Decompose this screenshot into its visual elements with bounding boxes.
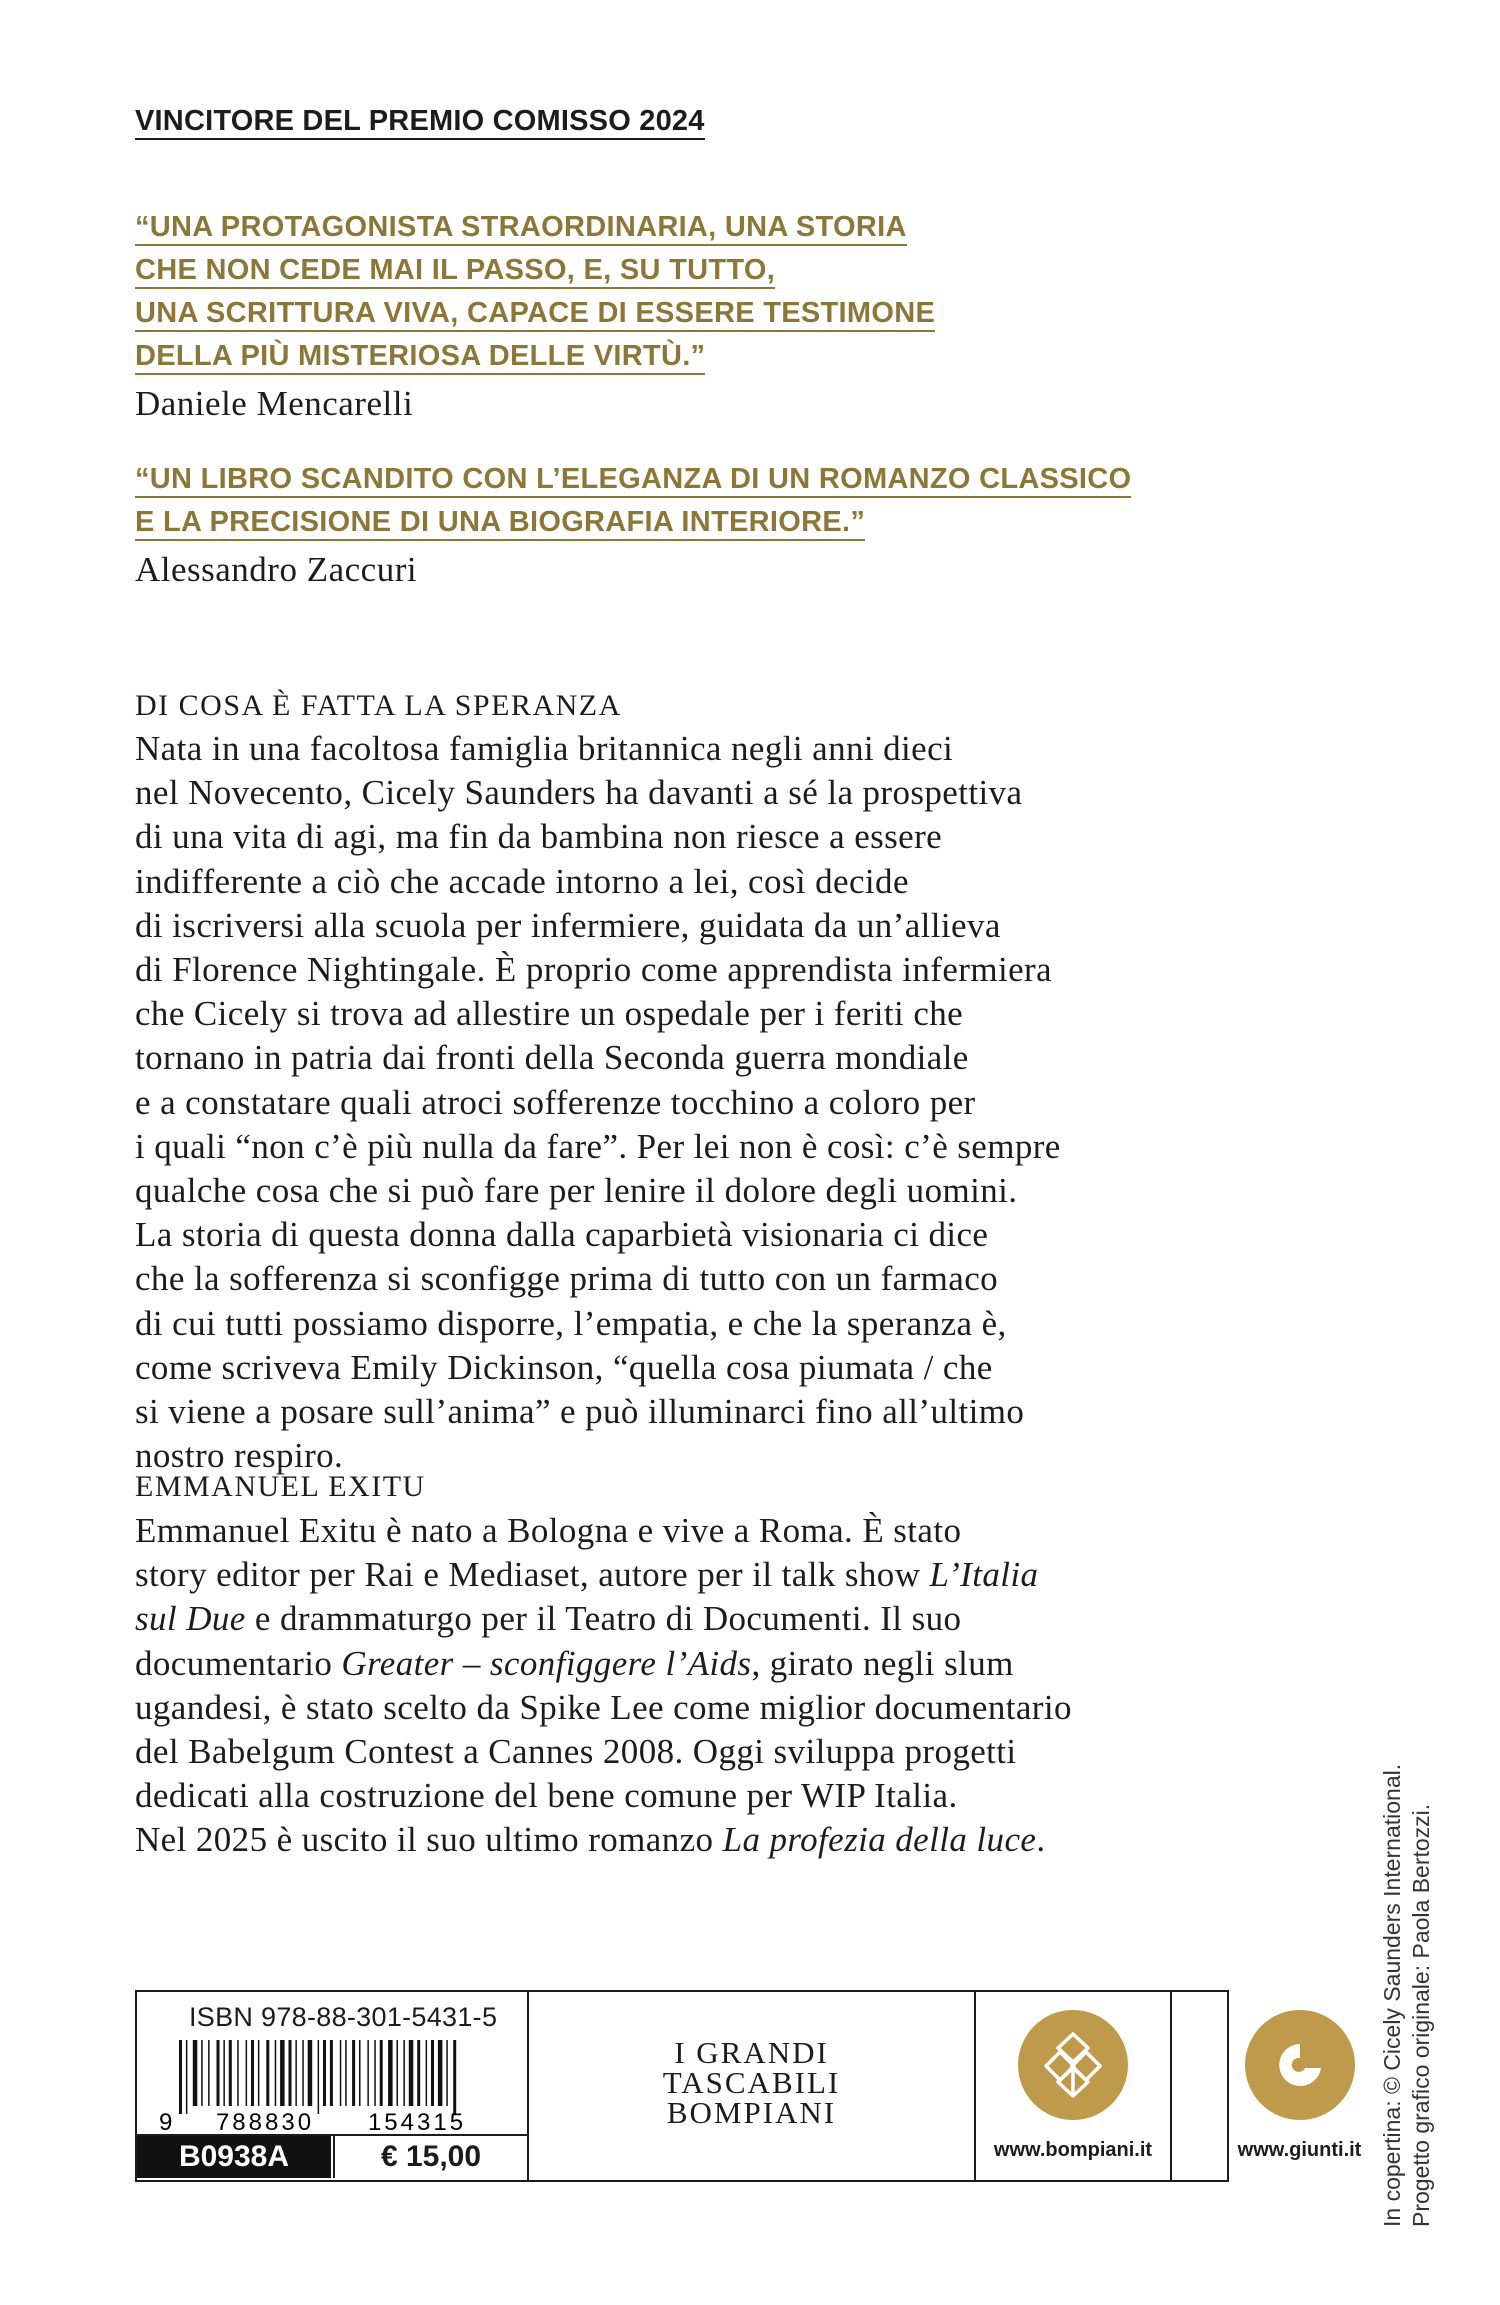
bio-line: del Babelgum Contest a Cannes 2008. Oggi sviluppa progetti [135,1732,1017,1772]
barcode-bar [246,2040,248,2106]
barcode-bar [275,2040,277,2106]
author-bio-text [135,1509,1255,1863]
barcode-bar [318,2040,320,2114]
synopsis-line: di cui tutti possiamo disporre, l’empatia, e che la speranza è, [135,1303,1007,1343]
barcode-bar [193,2040,198,2106]
synopsis-line: nostro respiro. [135,1436,344,1476]
barcode-bar [352,2040,355,2106]
barcode-bar [431,2040,434,2106]
bio-line: ugandesi, è stato scelto da Spike Lee come miglior documentario [135,1687,1072,1727]
synopsis-line: indifferente a ciò che accade intorno a lei, così decide [135,861,909,901]
barcode-icon [157,2040,517,2134]
tv-show-title: L’Italia [929,1555,1039,1595]
quote-line: E LA PRECISIONE DI UNA BIOGRAFIA INTERIORE.” [135,505,865,541]
synopsis-line: nel Novecento, Cicely Saunders ha davanti a sé la prospettiva [135,773,1023,813]
bio-text: documentario [135,1643,342,1683]
barcode-bar [179,2040,182,2114]
bompiani-logo-icon [1018,2010,1128,2120]
giunti-url[interactable]: www.giunti.it [1237,2139,1362,2161]
bio-text: , girato negli slum [751,1643,1014,1683]
bompiani-url[interactable]: www.bompiani.it [993,2139,1153,2161]
synopsis-line: che Cicely si trova ad allestire un ospedale per i feriti che [135,994,964,1034]
series-line: I GRANDI [674,2035,829,2070]
product-code: B0938A [137,2136,331,2178]
quote-line: “UN LIBRO SCANDITO CON L’ELEGANZA DI UN ROMANZO CLASSICO [135,462,1131,498]
bio-line [135,1818,1255,1862]
synopsis-line: tornano in patria dai fronti della Seconda guerra mondiale [135,1038,969,1078]
barcode-bar [295,2040,297,2106]
barcode-bar [446,2040,448,2106]
barcode-digit-first: 9 [159,2109,173,2134]
barcode-bar [201,2040,203,2106]
bio-text: . [1036,1820,1046,1860]
barcode-bar [223,2040,225,2106]
bio-line [135,1553,1255,1597]
synopsis-line: si viene a posare sull’anima” e può illuminarci fino all’ultimo [135,1392,1025,1432]
documentary-title: Greater – sconfiggere l’Aids [341,1643,752,1683]
quote-line: CHE NON CEDE MAI IL PASSO, E, SU TUTTO, [135,253,775,289]
synopsis-line: La storia di questa donna dalla caparbietà visionaria ci dice [135,1215,989,1255]
synopsis-line: di Florence Nightingale. È proprio come apprendista infermiera [135,950,1052,990]
barcode-bar [280,2040,285,2106]
bio-line [135,1597,1255,1641]
barcode-bar [409,2040,414,2106]
giunti-logo-icon [1245,2010,1355,2120]
bio-text: e drammaturgo per il Teatro di Documenti. Il suo [245,1599,962,1639]
barcode-bar [397,2040,399,2106]
barcode-bar [403,2040,405,2106]
bio-line: dedicati alla costruzione del bene comune per WIP Italia. [135,1776,958,1816]
barcode-bar [289,2040,292,2106]
barcode-bar [453,2040,456,2114]
barcode-bar [330,2040,333,2106]
award-heading: VINCITORE DEL PREMIO COMISSO 2024 [135,104,705,140]
price: € 15,00 [333,2136,527,2178]
series-logo [529,2035,974,2130]
synopsis-line: che la sofferenza si sconfigge prima di tutto con un farmaco [135,1259,999,1299]
quote-author: Daniele Mencarelli [135,384,414,423]
credit-line: In copertina: © Cicely Saunders International. [1379,1763,1405,2227]
synopsis-text [135,727,1255,1478]
barcode-digits-left: 788830 [215,2109,315,2134]
barcode-digits-right: 154315 [367,2109,467,2134]
code-price-row [137,2134,527,2180]
bio-line: Emmanuel Exitu è nato a Bologna e vive a Roma. È stato [135,1511,962,1550]
quote-zaccuri [135,462,1235,592]
barcode-bar [417,2040,420,2106]
quote-line: “UNA PROTAGONISTA STRAORDINARIA, UNA STORIA [135,210,907,246]
series-line: TASCABILI [662,2065,841,2100]
quote-author: Alessandro Zaccuri [135,550,418,589]
barcode-bar [229,2040,232,2106]
synopsis-line: qualche cosa che si può fare per lenire il dolore degli uomini. [135,1171,1018,1211]
barcode-bar [266,2040,269,2106]
barcode-bar [208,2040,210,2106]
barcode-bar [380,2040,383,2106]
barcode-bar [323,2040,326,2106]
bompiani-cell [976,1992,1172,2180]
author-title: EMMANUEL EXITU [135,1470,426,1503]
barcode-bar [438,2040,443,2106]
barcode-bar [345,2040,347,2106]
synopsis-line: di una vita di agi, ma fin da bambina non riesce a essere [135,817,943,857]
bio-line [135,1642,1255,1686]
barcode-bar [308,2040,313,2106]
synopsis-line: Nata in una facoltosa famiglia britannica negli anni dieci [135,729,954,768]
barcode-bar [251,2040,254,2106]
series-cell [529,1992,976,2180]
barcode-bar [340,2040,342,2106]
tv-show-title: sul Due [135,1599,246,1639]
quote-mencarelli [135,210,1235,426]
bio-text: Nel 2025 è uscito il suo ultimo romanzo [135,1820,723,1860]
series-line: BOMPIANI [666,2095,837,2130]
isbn-label: ISBN 978-88-301-5431-5 [189,2002,498,2032]
cover-credits [1378,1737,1436,2227]
synopsis-line: e a constatare quali atroci sofferenze tocchino a coloro per [135,1082,976,1122]
barcode-bar [367,2040,369,2106]
barcode-bar [237,2040,239,2106]
barcode-bar [217,2040,220,2106]
novel-title: La profezia della luce [722,1820,1037,1860]
synopsis-line: di iscriversi alla scuola per infermiere, guidata da un’allieva [135,905,1001,945]
barcode-cell [137,1992,529,2180]
barcode-bar [186,2040,188,2114]
barcode-bar [302,2040,304,2106]
bio-text: story editor per Rai e Mediaset, autore per il talk show [135,1555,930,1595]
barcode-bar [426,2040,428,2106]
synopsis-line: come scriveva Emily Dickinson, “quella cosa piumata / che [135,1347,993,1387]
barcode-bar [374,2040,376,2106]
barcode-bar [388,2040,393,2106]
synopsis-title: DI COSA È FATTA LA SPERANZA [135,689,622,722]
barcode-bar [359,2040,361,2106]
quote-line: DELLA PIÙ MISTERIOSA DELLE VIRTÙ.” [135,339,705,375]
back-cover-info-box [135,1990,1362,2182]
quote-line: UNA SCRITTURA VIVA, CAPACE DI ESSERE TESTIMONE [135,296,935,332]
credit-line: Progetto grafico originale: Paola Bertozzi. [1408,1803,1434,2227]
barcode-bar [258,2040,260,2106]
synopsis-line: i quali “non c’è più nulla da fare”. Per lei non è così: c’è sempre [135,1126,1061,1166]
